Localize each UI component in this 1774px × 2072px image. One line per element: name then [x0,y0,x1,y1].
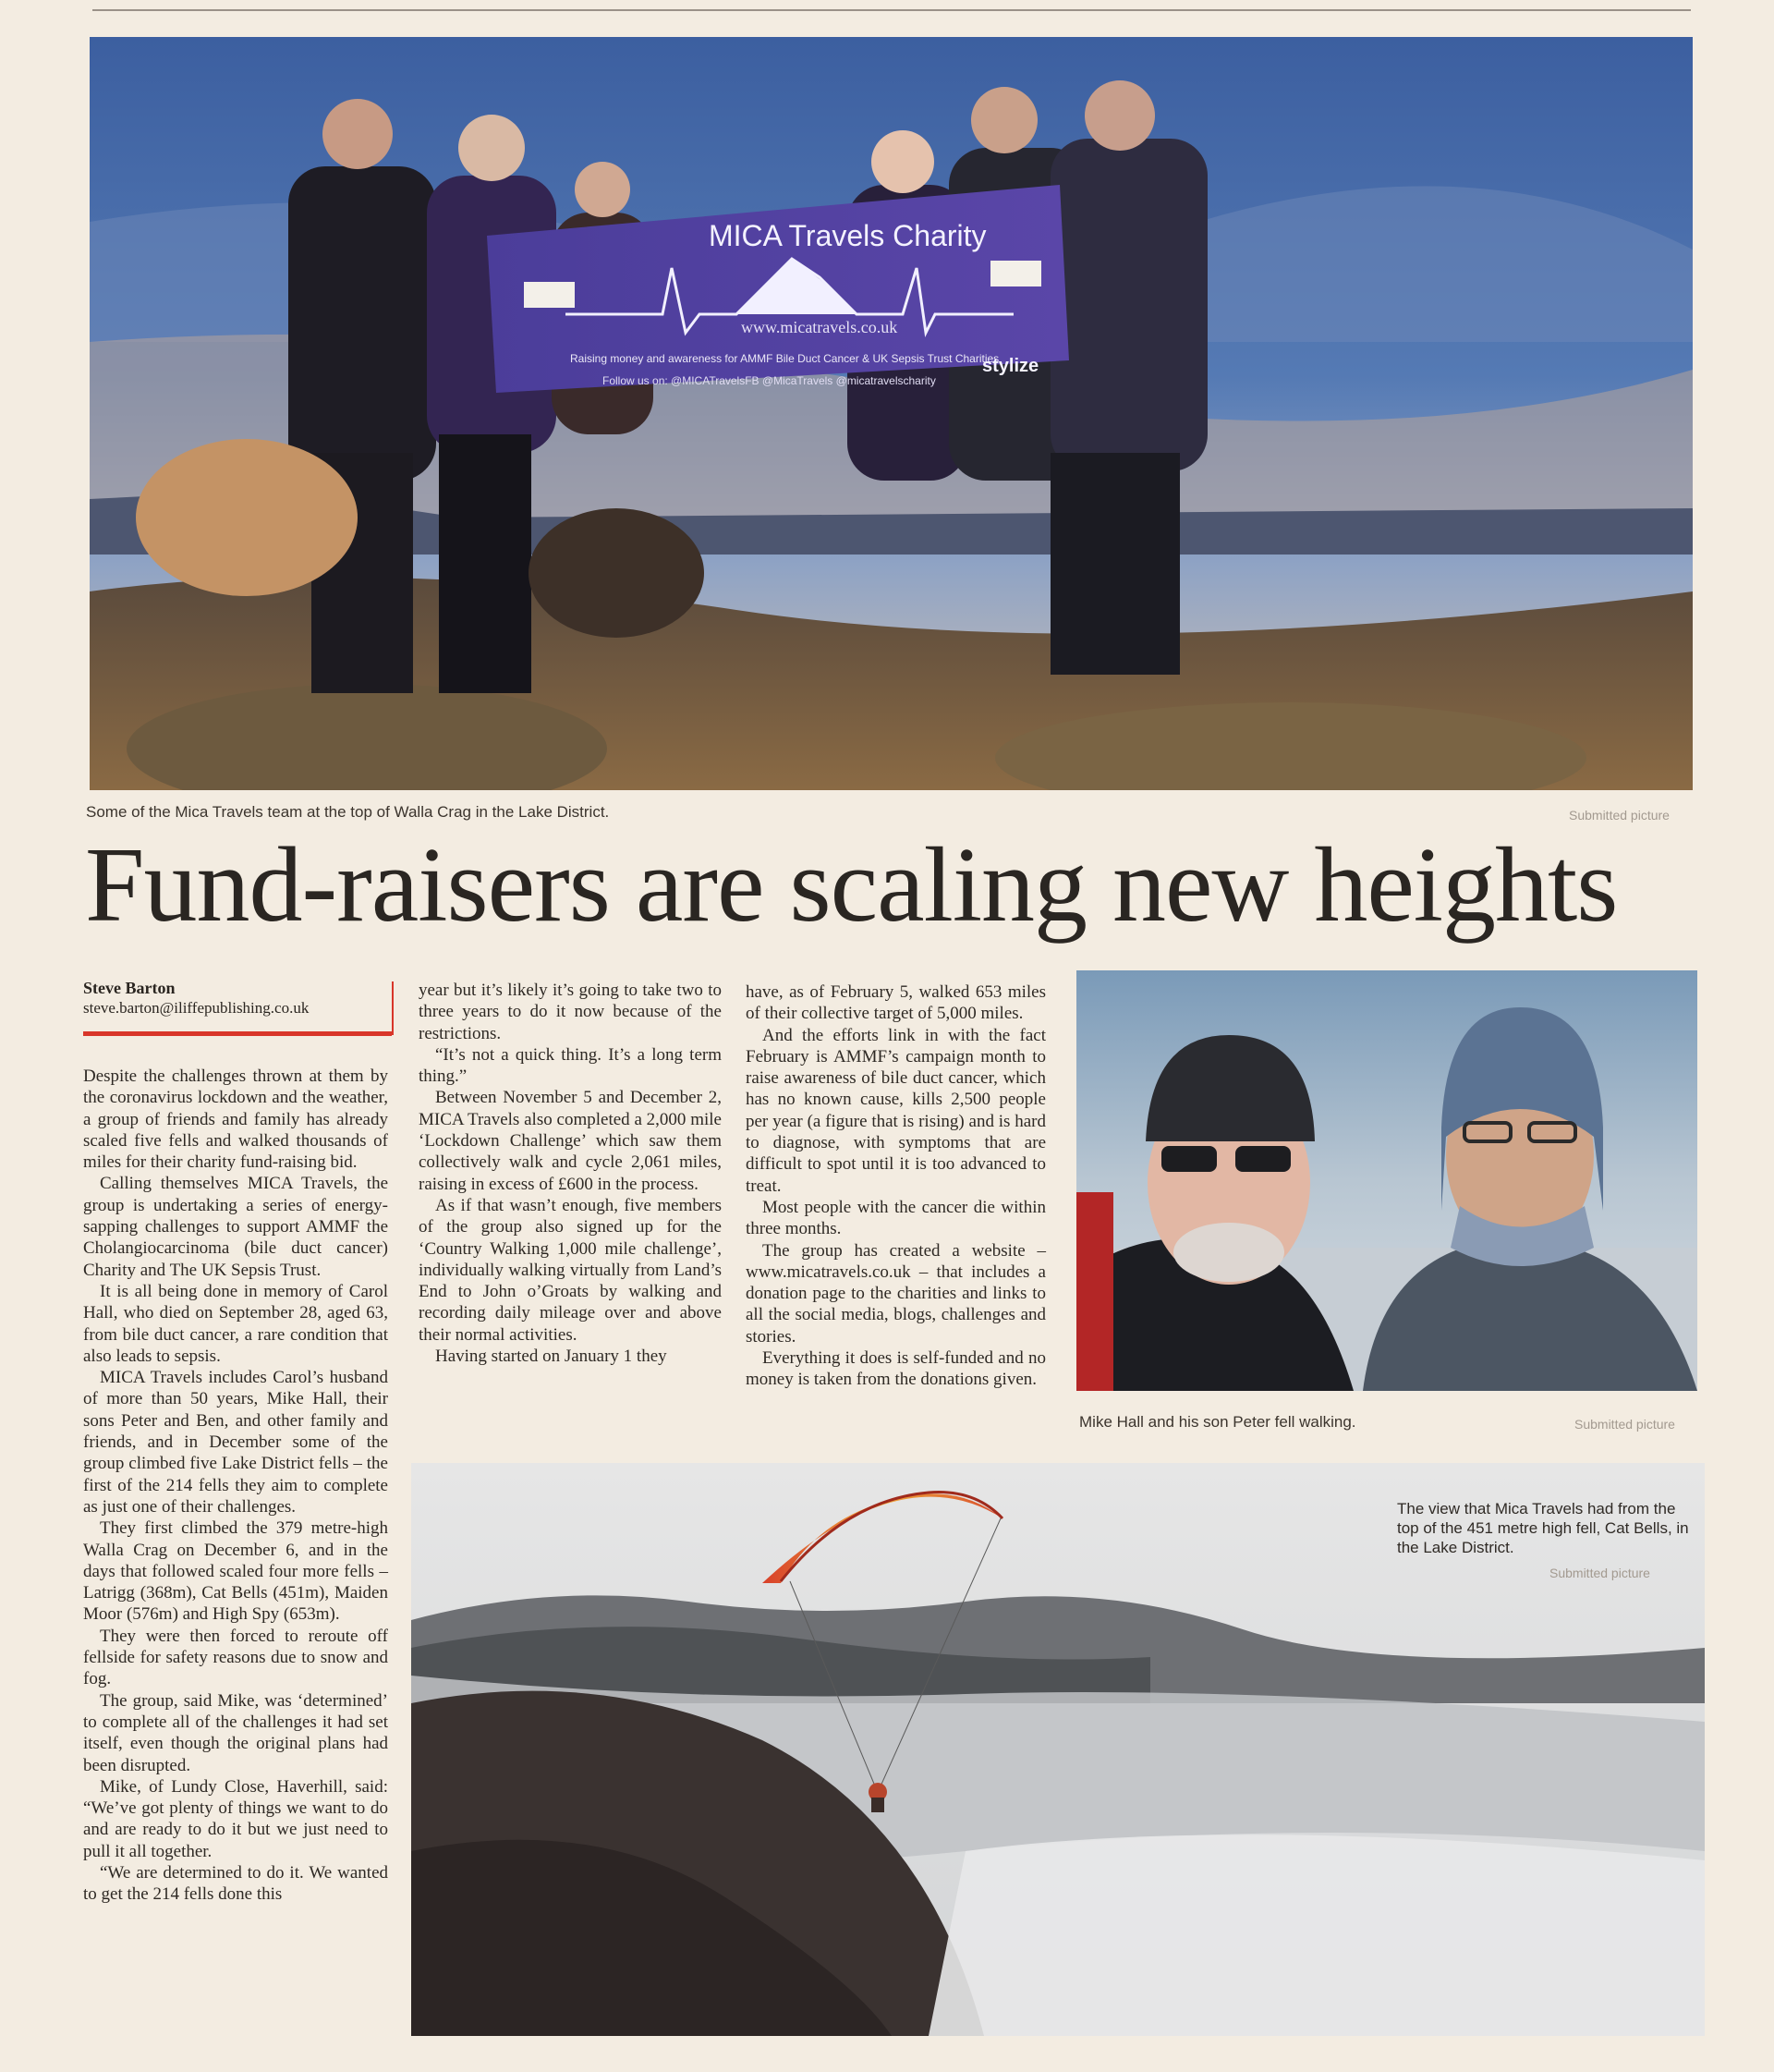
article-paragraph: It is all being done in memory of Carol Hall, who died on September 28, aged 63, from bile duct cancer, a rare condition that also leads to sepsis. [83,1281,388,1366]
banner-url: www.micatravels.co.uk [741,318,898,336]
banner-title: MICA Travels Charity [709,219,987,252]
article-column-2 [419,980,722,1367]
article-paragraph: The group has created a website – www.micatravels.co.uk – that includes a donation page to the charities and links to all the social media, blogs, challenges and stories. [746,1240,1046,1347]
article-paragraph: “We are determined to do it. We wanted to get the 214 fells done this [83,1862,388,1905]
page-top-rule [92,9,1691,11]
byline-rule [83,1031,392,1036]
selfie-caption: Mike Hall and his son Peter fell walking. [1079,1413,1356,1431]
byline [83,978,393,1018]
paraglider-credit: Submitted picture [1549,1566,1650,1580]
article-paragraph: have, as of February 5, walked 653 miles of their collective target of 5,000 miles. [746,982,1046,1024]
article-paragraph: Between November 5 and December 2, MICA Travels also completed a 2,000 mile ‘Lockdown Challenge’ which saw them collectively walk and cycle 2,061 miles, raising in excess of £600 in the process. [419,1088,722,1194]
article-paragraph: Having started on January 1 they [435,1347,667,1367]
hero-caption: Some of the Mica Travels team at the top of Walla Crag in the Lake District. [86,803,610,821]
byline-vertical-rule [392,981,394,1035]
banner-social: Follow us on: @MICATravelsFB @MicaTravels @micatravelscharity [602,374,936,387]
article-paragraph: Most people with the cancer die within three months. [746,1197,1046,1239]
article-paragraph: They first climbed the 379 metre-high Walla Crag on December 6, and in the days that followed scaled four more fells – Latrigg (368m), Cat Bells (451m), Maiden Moor (576m) and High Spy (653m). [83,1518,388,1625]
headline: Fund-raisers are scaling new heights [85,826,1618,945]
article-column-1 [83,1066,388,1906]
banner-sponsor-logo: stylize [982,356,1039,376]
article-paragraph: MICA Travels includes Carol’s husband of more than 50 years, Mike Hall, their sons Peter and Ben, and other family and friends, and in December some of the group climbed five Lake District fells – the first of the 214 fells they aim to complete as just one of their challenges. [83,1368,388,1517]
banner-tagline: Raising money and awareness for AMMF Bile Duct Cancer & UK Sepsis Trust Charities [570,352,1000,365]
article-paragraph: And the efforts link in with the fact February is AMMF’s campaign month to raise awareness of bile duct cancer, which has no known cause, kills 2,500 people per year (a figure that is rising) and is hard to diagnose, with symptoms that are difficult to spot until it is too advanced to treat. [746,1025,1046,1196]
selfie-photo [1076,970,1697,1391]
selfie-credit: Submitted picture [1574,1417,1675,1432]
article-paragraph: year but it’s likely it’s going to take two to three years to do it now because of the restrictions. [419,981,722,1043]
hero-photo [90,37,1693,790]
article-paragraph: Despite the challenges thrown at them by the coronavirus lockdown and the weather, a group of friends and family has already scaled five fells and walked thousands of miles for their charity fund-raising bid. [83,1066,388,1173]
article-paragraph: They were then forced to reroute off fellside for safety reasons due to snow and fog. [83,1626,388,1689]
article-paragraph: “It’s not a quick thing. It’s a long term thing.” [419,1044,722,1087]
article-paragraph: Everything it does is self-funded and no money is taken from the donations given. [746,1348,1046,1390]
article-column-3 [746,981,1046,1391]
article-paragraph: Calling themselves MICA Travels, the group is undertaking a series of energy-sapping challenges to support AMMF the Cholangiocarcinoma (bile duct cancer) Charity and The UK Sepsis Trust. [83,1174,388,1280]
article-paragraph: As if that wasn’t enough, five members of the group also signed up for the ‘Country Walking 1,000 mile challenge’, individually walking virtually from Land’s End to John o’Groats by walking and recording daily mileage over and above their normal activities. [419,1195,722,1345]
article-paragraph: Mike, of Lundy Close, Haverhill, said: “We’ve got plenty of things we want to do and are ready to do it but we just need to pull it all together. [83,1776,388,1861]
byline-name: Steve Barton [83,979,176,997]
article-paragraph: The group, said Mike, was ‘determined’ to complete all of the challenges it had set itself, even though the original plans had been disrupted. [83,1690,388,1775]
byline-email: steve.barton@iliffepublishing.co.uk [83,999,310,1017]
paraglider-caption: The view that Mica Travels had from the top of the 451 metre high fell, Cat Bells, in the Lake District. [1397,1500,1689,1556]
hero-credit: Submitted picture [1569,808,1670,823]
